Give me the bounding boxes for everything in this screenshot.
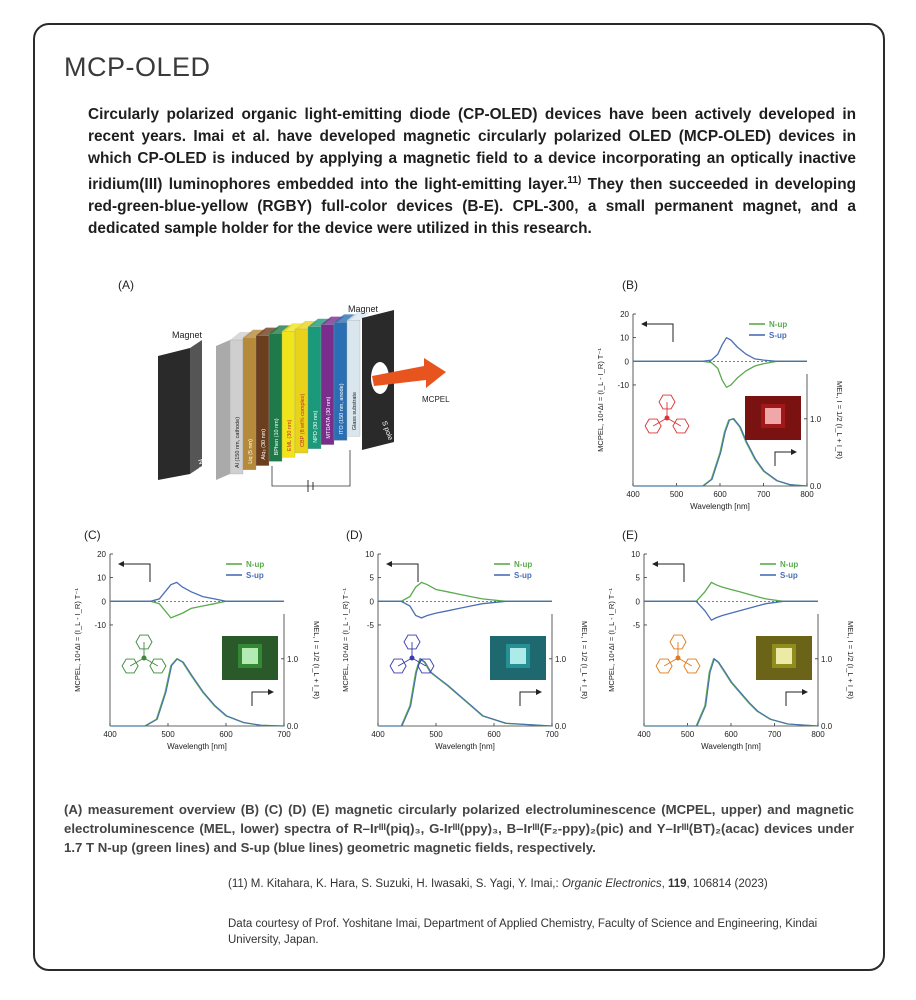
lower-y-tick-label: 1.0 <box>810 414 822 424</box>
layer-label: Alq₃ (30 nm) <box>261 428 267 460</box>
y-axis-label-left: MCPEL, 10⁴ΔI = (I_L - I_R) T⁻¹ <box>73 588 82 692</box>
reference <box>228 878 768 890</box>
upper-axis-arrowhead <box>641 321 647 327</box>
mcpel-arrow-label: MCPEL <box>422 395 450 404</box>
molecule-ring <box>122 659 138 673</box>
layer-label: EML (30 nm) <box>287 419 293 452</box>
x-tick-label: 500 <box>161 730 175 739</box>
x-tick-label: 800 <box>800 490 814 499</box>
molecule-ring <box>656 659 672 673</box>
device-photo-glow <box>238 644 262 668</box>
panel-label-c: (C) <box>84 528 101 542</box>
mcpel-line-s-up <box>644 601 818 620</box>
magnet-left-label: Magnet <box>172 330 203 340</box>
ref-authors: (11) M. Kitahara, K. Hara, S. Suzuki, H. Iwasaki, S. Yagi, Y. Imai,: <box>228 878 559 890</box>
lower-y-tick-label: 0.0 <box>555 722 567 731</box>
intro-text: Circularly polarized organic light-emitting diode (CP-OLED) devices have been actively developed in recent years. Imai et al. have developed magnetic circularly polarized OLED (MCP-OLED) devices in which CP-OLED is induced by applying a magnetic field to a device incorporating an optically inactive iridium(III) luminophores embedded into the light-emitting layer. <box>88 106 856 194</box>
x-tick-label: 500 <box>429 730 443 739</box>
x-axis-label: Wavelength [nm] <box>690 502 750 511</box>
figure-caption: (A) measurement overview (B) (C) (D) (E) magnetic circularly polarized electroluminescence (MCPEL, upper) and magnetic electroluminescence (MEL, lower) spectra of R–Irᴵᴵᴵ(piq)₃, G-Irᴵᴵᴵ(ppy)₃, B–Irᴵᴵᴵ(F₂-ppy)₂(pic) and Y–Irᴵᴵᴵ(BT)₂(acac) devices under 1.7 T N-up (green lines) and S-up (blue lines) geometric magnetic fields, respectively. <box>64 802 854 855</box>
chart-b <box>585 300 855 520</box>
lower-y-tick-label: 1.0 <box>555 654 567 664</box>
y-axis-label-left: MCPEL, 10⁴ΔI = (I_L - I_R) T⁻¹ <box>341 588 350 692</box>
pole-right-label: S pole <box>380 420 394 442</box>
page-title: MCP-OLED <box>64 52 211 82</box>
layer-label: BPhen (10 nm) <box>274 418 280 456</box>
upper-y-tick-label: 5 <box>635 573 640 583</box>
legend-label: N-up <box>246 560 265 569</box>
molecule-center <box>665 416 670 421</box>
pole-left-label: N pole <box>196 458 210 480</box>
panel-label-a: (A) <box>118 278 134 292</box>
molecule-ring <box>684 659 700 673</box>
ref-volume: 119 <box>667 878 687 890</box>
layer-label: Glass substrate <box>352 391 358 431</box>
lower-y-tick-label: 1.0 <box>287 654 299 664</box>
x-tick-label: 700 <box>767 730 782 739</box>
molecule-ring <box>150 659 166 673</box>
x-tick-label: 400 <box>626 490 640 499</box>
layer-label: Al (150 nm, cathode) <box>235 416 241 468</box>
upper-y-tick-label: 0 <box>624 357 629 367</box>
upper-y-tick-label: 5 <box>369 573 374 583</box>
legend-label: N-up <box>780 560 799 569</box>
intro-ref: 11) <box>567 175 582 186</box>
magnet-left-side <box>190 340 202 474</box>
upper-y-tick-label: 0 <box>369 597 374 607</box>
molecule-center <box>676 656 681 661</box>
upper-axis-arrow <box>120 564 150 582</box>
x-tick-label: 400 <box>371 730 385 739</box>
intro-paragraph <box>88 104 856 240</box>
x-axis-label: Wavelength [nm] <box>435 742 495 751</box>
upper-y-tick-label: 20 <box>620 310 629 319</box>
x-axis-label: Wavelength [nm] <box>701 742 761 751</box>
x-axis-label: Wavelength [nm] <box>167 742 227 751</box>
upper-y-tick-label: -5 <box>632 620 640 630</box>
upper-y-tick-label: -10 <box>617 380 629 390</box>
molecule-ring <box>390 659 406 673</box>
y-axis-label-left: MCPEL, 10⁴ΔI = (I_L - I_R) T⁻¹ <box>607 588 616 692</box>
layer-label: ITO (150 nm, anode) <box>339 383 345 435</box>
intro-text-tail: They then succeeded in developing red-green-blue-yellow (RGBY) full-color devices (B-E). CPL-300, a small permanent magnet, and a dedicated sample holder for the device were utilized in this research. <box>88 176 857 238</box>
device-side <box>216 340 230 480</box>
molecule-ring <box>673 419 689 433</box>
upper-y-tick-label: 10 <box>97 573 106 583</box>
upper-axis-arrowhead <box>118 561 124 567</box>
x-tick-label: 600 <box>724 730 738 739</box>
molecule-center <box>142 656 147 661</box>
magnet-left <box>158 348 190 480</box>
upper-y-tick-label: 20 <box>97 550 106 559</box>
lower-y-tick-label: 0.0 <box>810 482 822 491</box>
ref-pages: , 106814 (2023) <box>686 878 768 890</box>
y-axis-label-right: MEL, I = 1/2 (I_L + I_R) <box>846 620 855 700</box>
lower-axis-arrowhead <box>802 689 808 695</box>
legend-label: S-up <box>514 571 532 580</box>
mcpel-line-n-up <box>633 361 807 387</box>
lower-axis-arrowhead <box>536 689 542 695</box>
mcpel-line-n-up <box>378 582 552 601</box>
device-diagram <box>150 290 490 510</box>
upper-y-tick-label: 0 <box>635 597 640 607</box>
mcpel-line-s-up <box>633 338 807 362</box>
legend-label: S-up <box>246 571 264 580</box>
upper-axis-arrowhead <box>652 561 658 567</box>
lower-axis-arrowhead <box>268 689 274 695</box>
y-axis-label-right: MEL, I = 1/2 (I_L + I_R) <box>580 620 589 700</box>
x-tick-label: 600 <box>219 730 233 739</box>
upper-y-tick-label: 0 <box>101 597 106 607</box>
x-tick-label: 700 <box>756 490 771 499</box>
upper-y-tick-label: -5 <box>366 620 374 630</box>
panel-label-d: (D) <box>346 528 363 542</box>
device-photo-glow <box>772 644 796 668</box>
upper-y-tick-label: 10 <box>620 333 629 343</box>
layer-label: MTDATA (30 nm) <box>326 396 332 439</box>
y-axis-label-right: MEL, I = 1/2 (I_L + I_R) <box>835 380 844 460</box>
x-tick-label: 600 <box>713 490 727 499</box>
x-tick-label: 500 <box>680 730 695 739</box>
lower-y-tick-label: 0.0 <box>821 722 833 731</box>
mcpel-line-n-up <box>644 582 818 601</box>
molecule-center <box>410 656 415 661</box>
upper-y-tick-label: -10 <box>94 620 106 630</box>
x-tick-label: 800 <box>811 730 825 739</box>
legend-label: N-up <box>769 320 788 329</box>
panel-label-e: (E) <box>622 528 638 542</box>
mcpel-line-s-up <box>378 601 552 618</box>
device-photo-glow <box>506 644 530 668</box>
magnet-right-label: Magnet <box>348 304 379 314</box>
mcpel-line-n-up <box>110 601 284 618</box>
ref-sep: , <box>661 878 668 890</box>
device-photo-glow <box>761 404 785 428</box>
mcpel-line-s-up <box>110 582 284 601</box>
x-tick-label: 400 <box>103 730 117 739</box>
y-axis-label-right: MEL, I = 1/2 (I_L + I_R) <box>312 620 321 700</box>
x-tick-label: 700 <box>545 730 559 739</box>
upper-y-tick-label: 10 <box>631 550 640 559</box>
chart-c <box>62 540 332 760</box>
legend-label: S-up <box>769 331 787 340</box>
layer-label: Liq (5 nm) <box>248 439 254 464</box>
lower-y-tick-label: 0.0 <box>287 722 299 731</box>
layer-stack <box>216 312 370 480</box>
ref-journal: Organic Electronics <box>561 878 662 890</box>
lower-axis-arrowhead <box>791 449 797 455</box>
legend-label: S-up <box>780 571 798 580</box>
upper-y-tick-label: 10 <box>365 550 374 559</box>
upper-axis-arrowhead <box>386 561 392 567</box>
x-tick-label: 600 <box>487 730 501 739</box>
data-credit: Data courtesy of Prof. Yoshitane Imai, Department of Applied Chemistry, Faculty of Science and Engineering, Kindai University, Japan. <box>228 918 818 946</box>
x-tick-label: 500 <box>669 490 684 499</box>
molecule-ring <box>645 419 661 433</box>
panel-label-b: (B) <box>622 278 638 292</box>
upper-axis-arrow <box>388 564 418 582</box>
layer-label: NPD (30 nm) <box>313 410 319 443</box>
legend-label: N-up <box>514 560 533 569</box>
chart-d <box>330 540 600 760</box>
upper-axis-arrow <box>643 324 673 342</box>
chart-e <box>596 540 866 760</box>
y-axis-label-left: MCPEL, 10⁴ΔI = (I_L - I_R) T⁻¹ <box>596 348 605 452</box>
x-tick-label: 700 <box>277 730 291 739</box>
upper-axis-arrow <box>654 564 684 582</box>
layer-label: CBP (8 wt% complex) <box>300 393 306 447</box>
lower-y-tick-label: 1.0 <box>821 654 833 664</box>
x-tick-label: 400 <box>637 730 651 739</box>
